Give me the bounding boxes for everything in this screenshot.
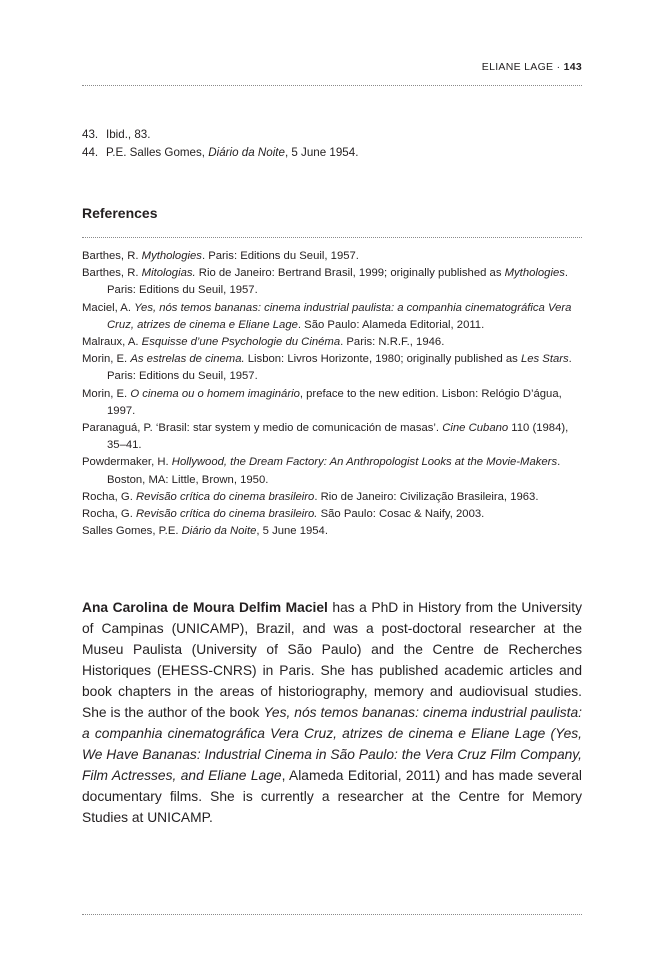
reference-entry xyxy=(82,300,582,334)
reference-italic-text: Hollywood, the Dream Factory: An Anthropologist Looks at the Movie-Makers xyxy=(171,456,558,469)
reference-italic-text: Diário da Noite xyxy=(181,525,257,538)
endnote-number: 44. xyxy=(82,146,99,159)
endnote-text: Ibid., 83. xyxy=(106,128,151,141)
references-heading: References xyxy=(82,205,158,221)
reference-text: , 5 June 1954. xyxy=(256,525,328,538)
reference-text: . Paris: Editions du Seuil, 1957. xyxy=(107,353,572,383)
reference-italic-text: Yes, nós temos bananas: cinema industrial paulista: a companhia cinematográfica Vera Cruz, atrizes de cinema e Eliane Lage xyxy=(107,301,572,331)
reference-text: . Paris: Editions du Seuil, 1957. xyxy=(107,267,569,297)
reference-text: Morin, E. xyxy=(82,353,131,366)
reference-text: Salles Gomes, P.E. xyxy=(82,525,182,538)
header-rule xyxy=(82,85,582,86)
reference-entry xyxy=(82,351,582,385)
reference-entry xyxy=(82,386,582,420)
endnotes xyxy=(82,126,358,162)
reference-italic-text: Les Stars xyxy=(520,353,569,366)
reference-entry xyxy=(82,454,582,488)
reference-text: . São Paulo: Alameda Editorial, 2011. xyxy=(297,318,485,331)
endnote-text: P.E. Salles Gomes, xyxy=(106,146,209,159)
reference-italic-text: Revisão crítica do cinema brasileiro xyxy=(136,490,315,503)
reference-text: Maciel, A. xyxy=(82,301,135,314)
reference-italic-text: O cinema ou o homem imaginário xyxy=(130,387,300,400)
running-head xyxy=(482,61,582,73)
author-name: Ana Carolina de Moura Delfim Maciel xyxy=(82,600,328,615)
reference-italic-text: Mythologies xyxy=(141,250,202,262)
page-number: 143 xyxy=(563,61,582,73)
endnote-text: , 5 June 1954. xyxy=(284,146,359,159)
reference-italic-text: Cine Cubano xyxy=(442,422,509,435)
reference-text: . Paris: N.R.F., 1946. xyxy=(340,336,445,349)
reference-italic-text: Esquisse d’une Psychologie du Cinéma xyxy=(141,336,341,349)
reference-text: . Rio de Janeiro: Civilização Brasileira, 1963. xyxy=(314,490,539,503)
reference-entry xyxy=(82,506,582,523)
reference-entry xyxy=(82,523,582,540)
author-bio xyxy=(82,597,582,828)
reference-text: Lisbon: Livros Horizonte, 1980; originally published as xyxy=(244,353,521,366)
endnote-item xyxy=(82,126,358,144)
bio-italic-text: Yes, nós temos bananas: cinema industrial paulista: a companhia cinematográfica Vera Cruz, atrizes de cinema e Eliane Lage (Yes, We Have Bananas: Industrial Cinema in São Paulo: the Vera Cruz Film Company, Film Actresses, and Eliane Lage xyxy=(82,705,582,783)
reference-text: Barthes, R. xyxy=(82,267,142,280)
reference-text: 110 (1984), 35–41. xyxy=(107,422,569,452)
bio-text: has a PhD in History from the University of Campinas (UNICAMP), Brazil, and was a post-doctoral researcher at the Museu Paulista (University of São Paulo) and the Centre de Recherches Historiques (EHESS-CNRS) in Paris. She has published academic articles and book chapters in the areas of historiography, memory and audiovisual studies. She is the author of the book xyxy=(82,600,582,720)
reference-text: , preface to the new edition. Lisbon: Relógio D’água, 1997. xyxy=(107,387,562,417)
reference-italic-text: Revisão crítica do cinema brasileiro. xyxy=(136,508,318,521)
endnote-italic-text: Diário da Noite xyxy=(208,146,285,159)
reference-text: Malraux, A. xyxy=(82,336,142,349)
references-rule xyxy=(82,237,582,238)
reference-entry xyxy=(82,334,582,351)
reference-text: . Paris: Editions du Seuil, 1957. xyxy=(201,250,359,262)
reference-text: Rio de Janeiro: Bertrand Brasil, 1999; originally published as xyxy=(195,267,505,280)
reference-italic-text: Mitologias. xyxy=(141,267,196,280)
reference-text: Morin, E. xyxy=(82,387,131,400)
reference-italic-text: Mythologies xyxy=(504,267,565,280)
reference-text: Powdermaker, H. xyxy=(82,456,172,469)
bio-text: , Alameda Editorial, 2011) and has made several documentary films. She is currently a researcher at the Centre for Memory Studies at UNICAMP. xyxy=(82,768,582,825)
reference-text: Rocha, G. xyxy=(82,490,136,503)
reference-text: São Paulo: Cosac & Naify, 2003. xyxy=(317,508,485,521)
running-head-title: ELIANE LAGE · xyxy=(481,61,564,73)
reference-entry xyxy=(82,265,582,299)
reference-italic-text: As estrelas de cinema. xyxy=(130,353,245,366)
reference-entry xyxy=(82,489,582,506)
reference-text: . Boston, MA: Little, Brown, 1950. xyxy=(107,456,561,486)
reference-text: Paranaguá, P. ‘Brasil: star system y medio de comunicación de masas’. xyxy=(82,422,443,435)
endnote-number: 43. xyxy=(82,128,99,141)
reference-text: Rocha, G. xyxy=(82,508,136,521)
footer-rule xyxy=(82,914,582,915)
reference-text: Barthes, R. xyxy=(82,250,142,262)
reference-entry xyxy=(82,420,582,454)
endnote-item xyxy=(82,144,358,162)
references-list xyxy=(82,248,582,540)
reference-entry xyxy=(82,248,582,265)
